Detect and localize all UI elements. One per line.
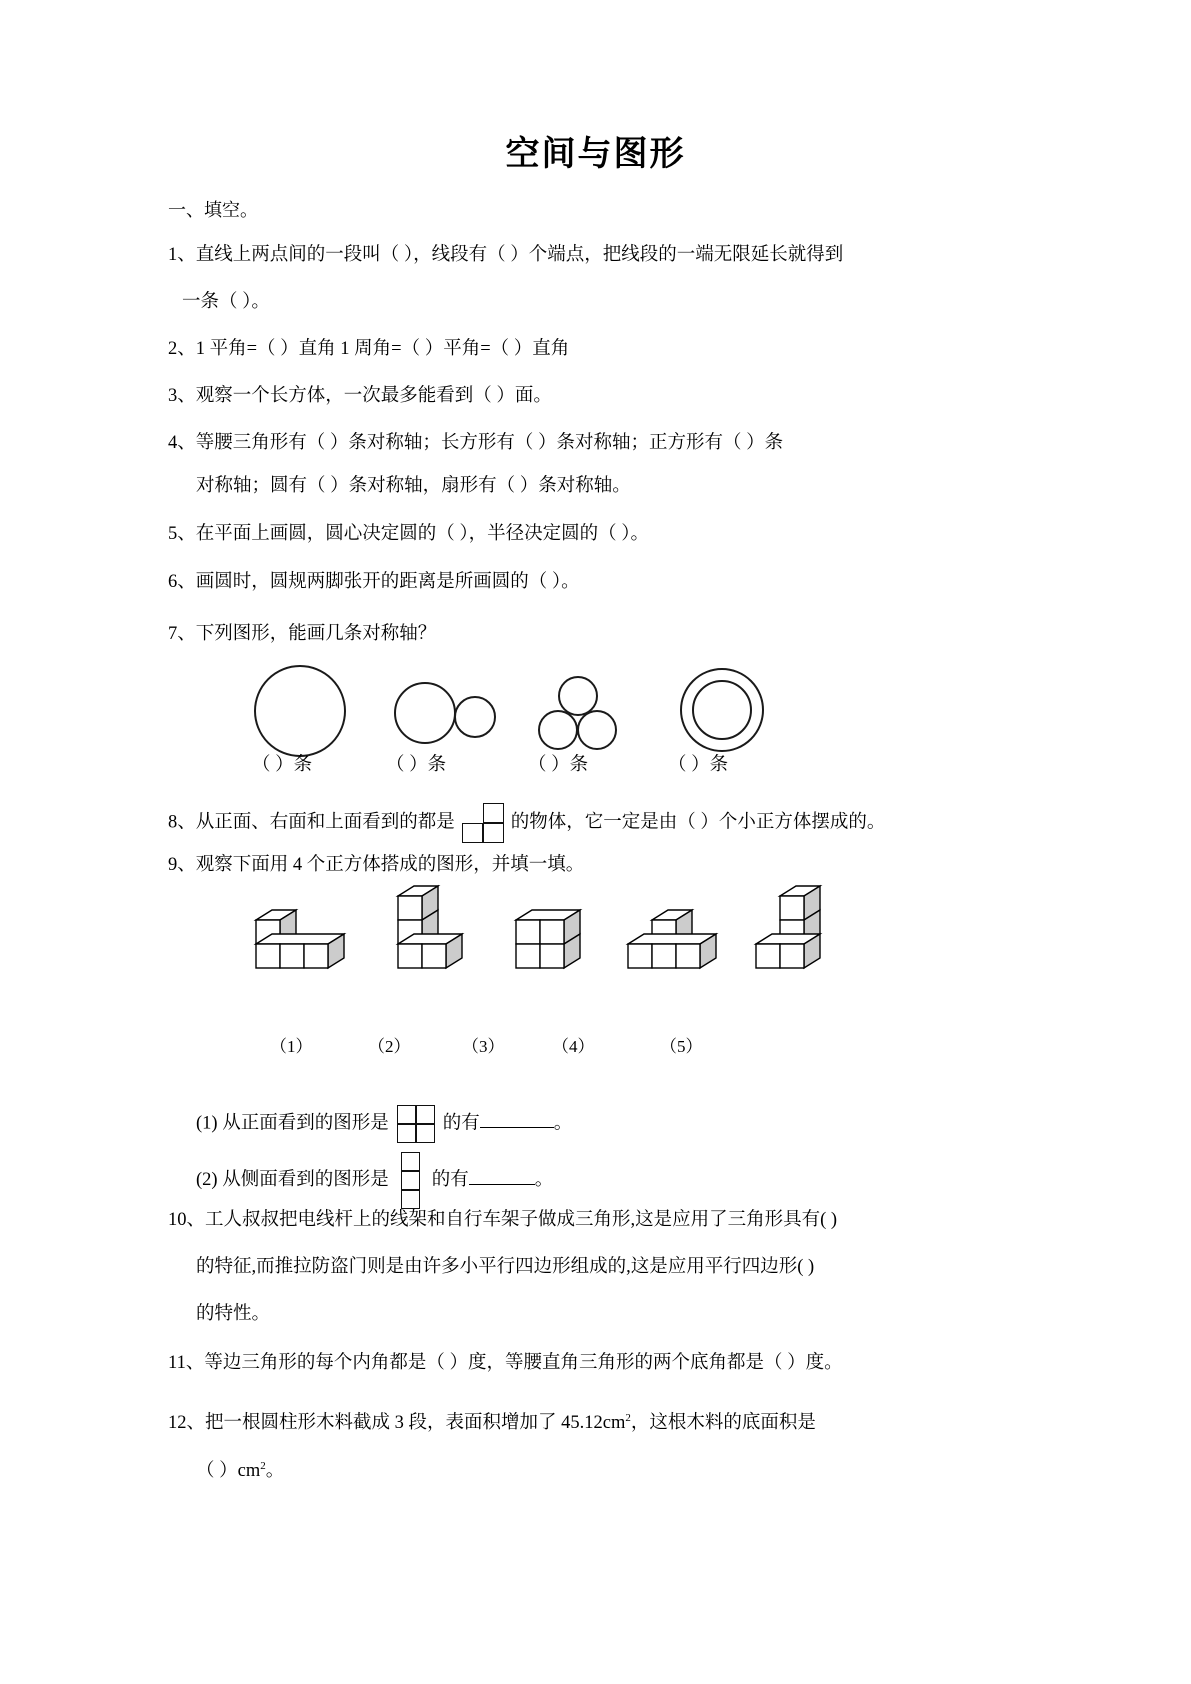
question-6: 6、画圆时，圆规两脚张开的距离是所画圆的（ ）。 [168, 572, 580, 592]
grid-cell-bottom-left [397, 1124, 416, 1143]
question-12-text-a: 12、把一根圆柱形木料截成 3 段，表面积增加了 45.12cm [168, 1413, 626, 1434]
circle-figure-1-big-circle [254, 665, 346, 757]
cube-figure-caption-4: （4） [552, 1037, 595, 1056]
symmetry-answer-3: （ ）条 [528, 755, 589, 775]
shape-cell-top [483, 803, 504, 823]
question-10-line-1: 10、工人叔叔把电线杆上的线架和自行车架子做成三角形,这是应用了三角形具有( ) [168, 1210, 838, 1230]
question-10-line-2: 的特征,而推拉防盗门则是由许多小平行四边形组成的,这是应用平行四边形( ) [196, 1257, 815, 1277]
circle-figure-3-bottom-left-circle [538, 710, 578, 750]
question-9-sub-2 [196, 1152, 553, 1209]
question-9-sub-2-text-before: (2) 从侧面看到的图形是 [196, 1169, 389, 1190]
question-12-superscript-1: 2 [625, 1412, 631, 1424]
circle-figure-3-bottom-right-circle [577, 710, 617, 750]
cube-figure-5 [748, 878, 848, 978]
cube-figure-4 [620, 892, 735, 978]
question-12-text-c: （ ）cm [196, 1461, 261, 1482]
question-12-superscript-2: 2 [260, 1460, 266, 1472]
question-8-shape [462, 803, 504, 843]
cube-figures-row [168, 878, 1028, 978]
question-9-sub-1-text-mid: 的有 [442, 1113, 480, 1134]
question-4-line-2: 对称轴；圆有（ ）条对称轴，扇形有（ ）条对称轴。 [196, 476, 631, 496]
question-9-sub-2-text-mid: 的有 [431, 1169, 469, 1190]
symmetry-answer-1: （ ）条 [252, 755, 313, 775]
question-10-line-3: 的特性。 [196, 1304, 271, 1324]
question-8 [168, 803, 885, 843]
question-12-line-1 [168, 1412, 816, 1434]
question-1-line-1: 1、直线上两点间的一段叫（ ），线段有（ ）个端点，把线段的一端无限延长就得到 [168, 245, 844, 265]
question-5: 5、在平面上画圆，圆心决定圆的（ ），半径决定圆的（ ）。 [168, 524, 650, 544]
cube-figure-caption-2: （2） [368, 1037, 411, 1056]
answer-blank-1[interactable] [480, 1111, 554, 1128]
question-9-sub-1-shape [397, 1105, 435, 1143]
circle-figure-2-small-circle [454, 696, 496, 738]
question-12-line-2 [196, 1460, 284, 1482]
question-12-text-d: 。 [265, 1461, 285, 1482]
symmetry-answer-4: （ ）条 [668, 755, 729, 775]
question-8-text-after: 的物体，它一定是由（ ）个小正方体摆成的。 [510, 812, 886, 833]
question-8-text-before: 8、从正面、右面和上面看到的都是 [168, 812, 455, 833]
symmetry-answer-labels [168, 750, 1028, 780]
strip-cell-middle [401, 1171, 420, 1190]
grid-cell-bottom-right [416, 1124, 435, 1143]
question-7: 7、下列图形，能画几条对称轴？ [168, 624, 437, 644]
cube-figure-caption-5: （5） [660, 1037, 703, 1056]
question-9-sub-1 [196, 1105, 572, 1143]
grid-cell-top-right [416, 1105, 435, 1124]
question-11: 11、等边三角形的每个内角都是（ ）度，等腰直角三角形的两个底角都是（ ）度。 [168, 1353, 843, 1373]
page-title: 空间与图形 [505, 136, 686, 173]
question-9-sub-2-shape [401, 1152, 420, 1209]
question-9-sub-2-text-end: 。 [534, 1169, 554, 1190]
symmetry-answer-2: （ ）条 [386, 755, 447, 775]
circle-figure-4-inner-circle [692, 680, 752, 740]
shape-cell-bottom-left [462, 823, 483, 843]
question-4-line-1: 4、等腰三角形有（ ）条对称轴；长方形有（ ）条对称轴；正方形有（ ）条 [168, 433, 784, 453]
shape-cell-bottom-right [483, 823, 504, 843]
question-3: 3、观察一个长方体，一次最多能看到（ ）面。 [168, 386, 552, 406]
answer-blank-2[interactable] [469, 1168, 535, 1185]
grid-cell-top-left [397, 1105, 416, 1124]
cube-figure-caption-3: （3） [462, 1037, 505, 1056]
strip-cell-bottom [401, 1190, 420, 1209]
cube-figure-caption-1: （1） [270, 1037, 313, 1056]
cube-figure-1 [248, 892, 358, 978]
cube-figure-2 [390, 878, 490, 978]
question-9-sub-1-text-before: (1) 从正面看到的图形是 [196, 1113, 389, 1134]
question-9: 9、观察下面用 4 个正方体搭成的图形，并填一填。 [168, 855, 585, 875]
section-heading: 一、填空。 [168, 200, 258, 220]
question-2: 2、1 平角=（ ）直角 1 周角=（ ）平角=（ ）直角 [168, 339, 570, 359]
question-9-sub-1-text-end: 。 [553, 1113, 573, 1134]
question-1-line-2: 一条（ ）。 [182, 292, 270, 312]
circle-figure-2-big-circle [394, 682, 456, 744]
question-12-text-b: ，这根木料的底面积是 [630, 1413, 816, 1434]
cube-figure-3 [508, 892, 608, 978]
strip-cell-top [401, 1152, 420, 1171]
